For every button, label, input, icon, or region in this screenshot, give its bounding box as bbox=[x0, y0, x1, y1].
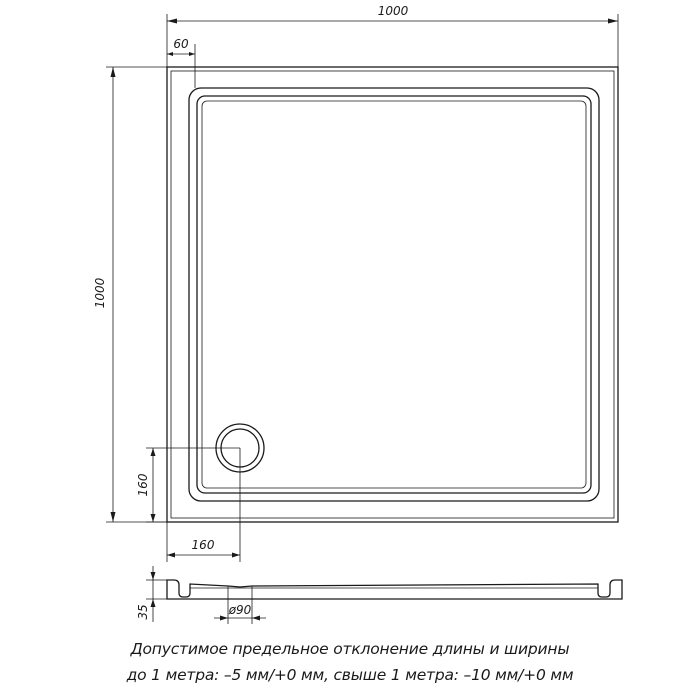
basin-floor-contour bbox=[202, 101, 586, 488]
width-dimension-label: 1000 bbox=[377, 4, 409, 18]
tolerance-note-line-2: до 1 метра: –5 мм/+0 мм, свыше 1 метра: –10 мм/+0 мм bbox=[126, 666, 574, 684]
tray-rim-line bbox=[171, 71, 614, 518]
drain-y-dimension-label: 160 bbox=[136, 473, 150, 497]
tray-top-view bbox=[167, 67, 618, 522]
height-dimension-label: 35 bbox=[136, 604, 150, 620]
tray-outer-edge bbox=[167, 67, 618, 522]
drain-diameter-label: ø90 bbox=[228, 603, 252, 617]
dimension-drain-x bbox=[167, 448, 240, 562]
basin-inner-contour bbox=[197, 96, 591, 493]
dimension-height bbox=[136, 566, 167, 622]
rim-dimension-label: 60 bbox=[173, 37, 189, 51]
depth-dimension-label: 1000 bbox=[93, 277, 107, 309]
tolerance-note-line-1: Допустимое предельное отклонение длины и ширины bbox=[130, 640, 570, 658]
dimension-depth bbox=[93, 67, 167, 522]
drain-x-dimension-label: 160 bbox=[191, 538, 215, 552]
dimension-drain-diameter bbox=[214, 599, 266, 624]
tray-side-section bbox=[167, 580, 622, 599]
basin-outer-contour bbox=[189, 88, 599, 501]
dimension-width bbox=[167, 4, 618, 67]
